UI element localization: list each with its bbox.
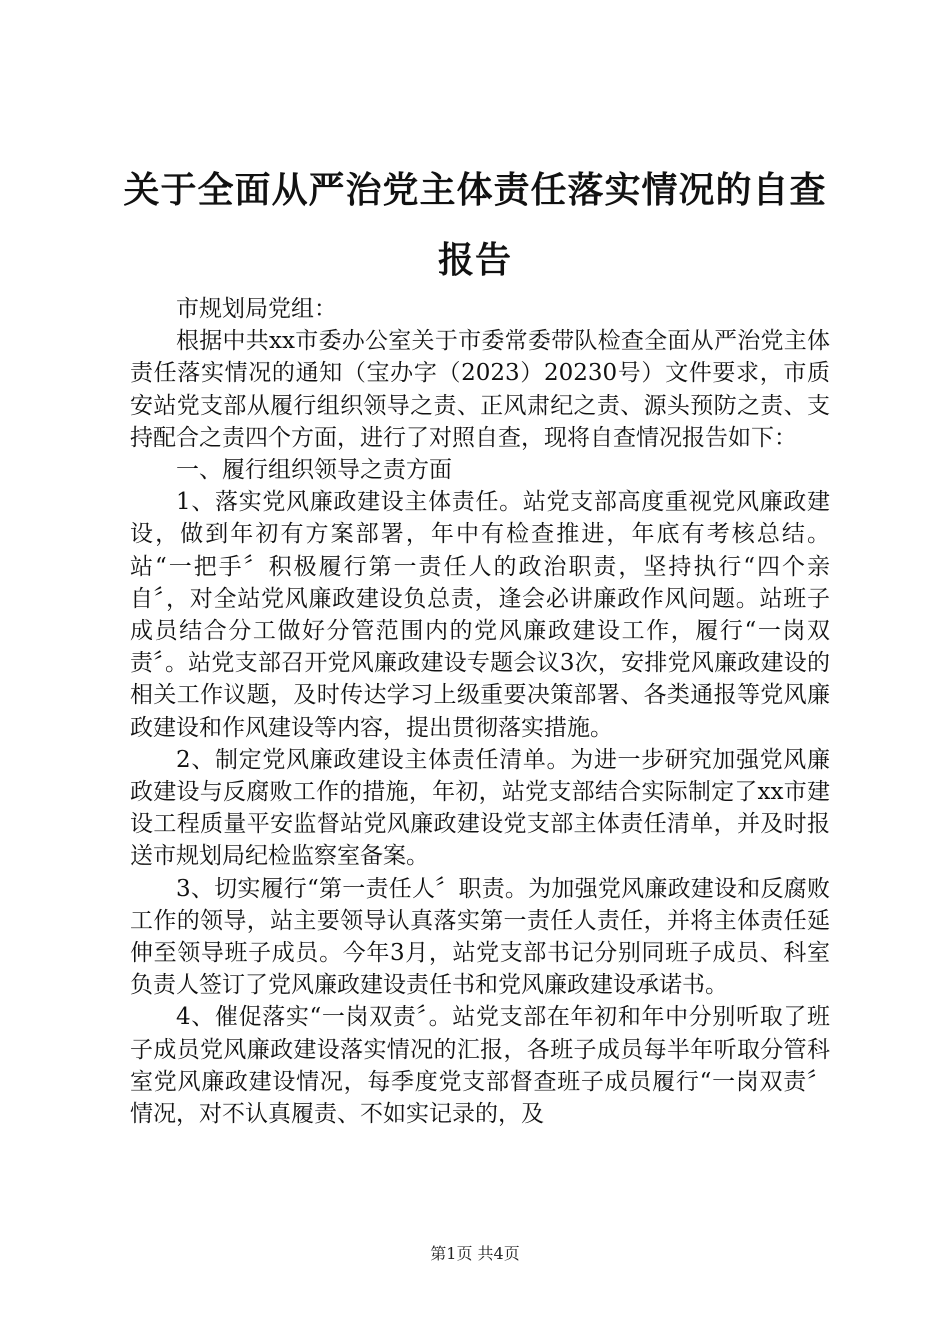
document-title: 关于全面从严治党主体责任落实情况的自查报告 — [123, 170, 827, 281]
document-body — [130, 293, 830, 1130]
salutation: 市规划局党组： — [176, 296, 337, 322]
page-number-footer: 第1页 共4页 — [430, 1244, 520, 1263]
section-heading: 一、履行组织领导之责方面 — [176, 457, 452, 484]
paragraph-item-2: 2、制定党风廉政建设主体责任清单。为进一步研究加强党风廉政建设与反腐败工作的措施，年初，站党支部结合实际制定了xx市建设工程质量平安监督站党风廉政建设党支部主体责任清单，并及时报送市规划局纪检监察室备案。 — [130, 746, 830, 870]
paragraph-item-4: 4、催促落实“一岗双责〞。站党支部在年初和年中分别听取了班子成员党风廉政建设落实情况的汇报，各班子成员每半年听取分管科室党风廉政建设情况，每季度党支部督查班子成员履行“一岗双责〞情况，对不认真履责、不如实记录的，及 — [130, 1004, 830, 1128]
intro-paragraph: 根据中共xx市委办公室关于市委常委带队检查全面从严治党主体责任落实情况的通知（宝办字（2023）20230号）文件要求，市质安站党支部从履行组织领导之责、正风肃纪之责、源头预防之责、支持配合之责四个方面，进行了对照自查，现将自查情况报告如下： — [130, 328, 830, 451]
paragraph-item-1: 1、落实党风廉政建设主体责任。站党支部高度重视党风廉政建设，做到年初有方案部署，年中有检查推进，年底有考核总结。站“一把手〞积极履行第一责任人的政治职责，坚持执行“四个亲自〞，对全站党风廉政建设负总责，逢会必讲廉政作风问题。站班子成员结合分工做好分管范围内的党风廉政建设工作，履行“一岗双责〞。站党支部召开党风廉政建设专题会议3次，安排党风廉政建设的相关工作议题，及时传达学习上级重要决策部署、各类通报等党风廉政建设和作风建设等内容，提出贯彻落实措施。 — [130, 489, 830, 741]
paragraph-item-3: 3、切实履行“第一责任人〞职责。为加强党风廉政建设和反腐败工作的领导，站主要领导认真落实第一责任人责任，并将主体责任延伸至领导班子成员。今年3月，站党支部书记分别同班子成员、科室负责人签订了党风廉政建设责任书和党风廉政建设承诺书。 — [130, 875, 830, 999]
